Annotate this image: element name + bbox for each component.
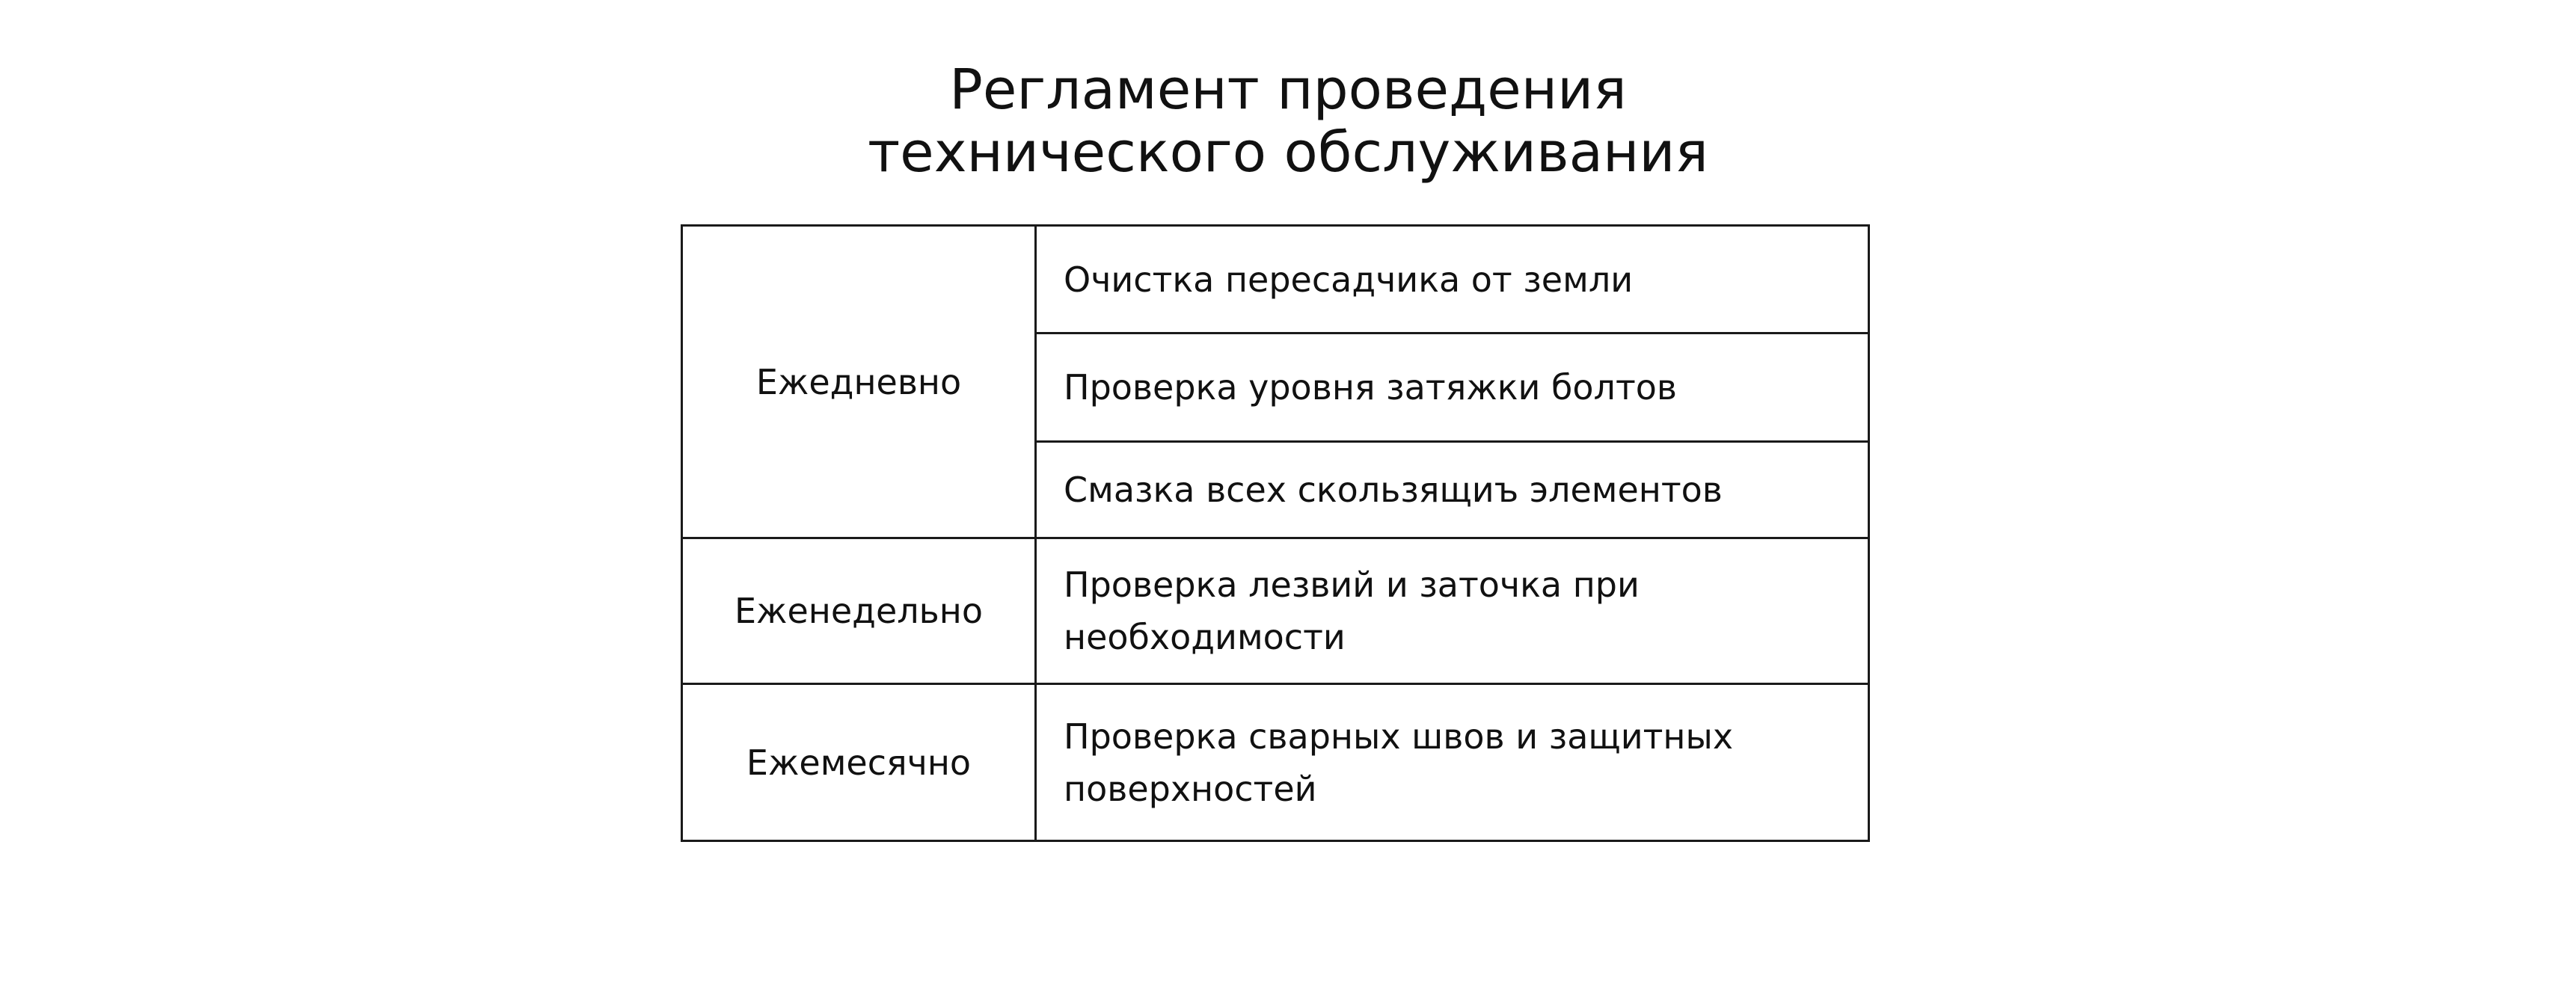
task-cell: Очистка пересадчика от земли — [1036, 226, 1869, 333]
period-cell-daily: Ежедневно — [682, 226, 1036, 538]
task-cell: Проверка лезвий и заточка при необходимости — [1036, 538, 1869, 684]
page-title — [0, 58, 2576, 184]
task-cell: Смазка всех скользящиъ элементов — [1036, 442, 1869, 538]
table-row — [682, 226, 1869, 333]
table-row — [682, 684, 1869, 841]
period-cell-monthly: Ежемесячно — [682, 684, 1036, 841]
maintenance-schedule-table — [681, 224, 1870, 842]
period-cell-weekly: Еженедельно — [682, 538, 1036, 684]
page-title-line-2: технического обслуживания — [868, 120, 1708, 185]
table-row — [682, 538, 1869, 684]
page-title-line-1: Регламент проведения — [949, 58, 1627, 122]
task-cell: Проверка уровня затяжки болтов — [1036, 333, 1869, 442]
task-cell: Проверка сварных швов и защитных поверхностей — [1036, 684, 1869, 841]
